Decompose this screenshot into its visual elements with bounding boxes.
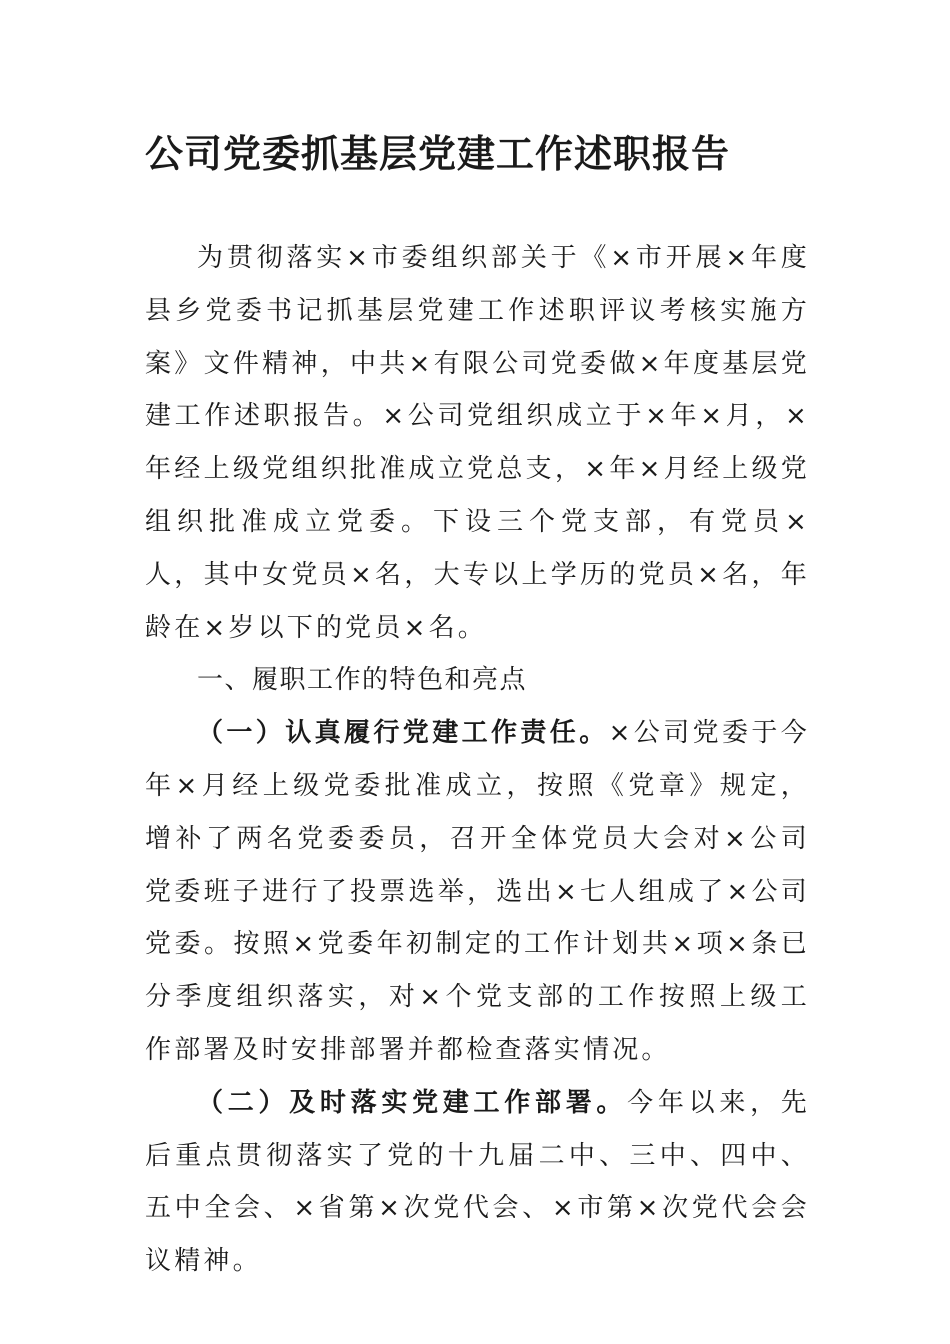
subsection-paragraph-1 <box>145 707 810 1077</box>
subsection-text-1: ×公司党委于今年×月经上级党委批准成立，按照《党章》规定，增补了两名党委委员，召开全体党员大会对×公司党委班子进行了投票选举，选出×七人组成了×公司党委。按照×党委年初制定的工作计划共×项×条已分季度组织落实，对×个党支部的工作按照上级工作部署及时安排部署并都检查落实情况。 <box>145 718 810 1065</box>
document-title: 公司党委抓基层党建工作述职报告 <box>145 131 731 176</box>
subsection-lead-1: （一）认真履行党建工作责任。 <box>197 718 609 749</box>
subsection-lead-2: （二）及时落实党建工作部署。 <box>197 1087 628 1118</box>
section-heading: 一、履职工作的特色和亮点 <box>197 665 528 696</box>
intro-paragraph <box>145 232 810 654</box>
intro-paragraph-text: 为贯彻落实×市委组织部关于《×市开展×年度县乡党委书记抓基层党建工作述职评议考核实施方案》文件精神，中共×有限公司党委做×年度基层党建工作述职报告。×公司党组织成立于×年×月，×年经上级党组织批准成立党总支，×年×月经上级党组织批准成立党委。下设三个党支部，有党员×人，其中女党员×名，大专以上学历的党员×名，年龄在×岁以下的党员×名。 <box>145 243 810 643</box>
subsection-text-2: 今年以来，先后重点贯彻落实了党的十九届二中、三中、四中、五中全会、×省第×次党代会、×市第×次党代会会议精神。 <box>145 1087 810 1277</box>
document-body <box>145 232 810 1288</box>
subsection-paragraph-2 <box>145 1077 810 1288</box>
